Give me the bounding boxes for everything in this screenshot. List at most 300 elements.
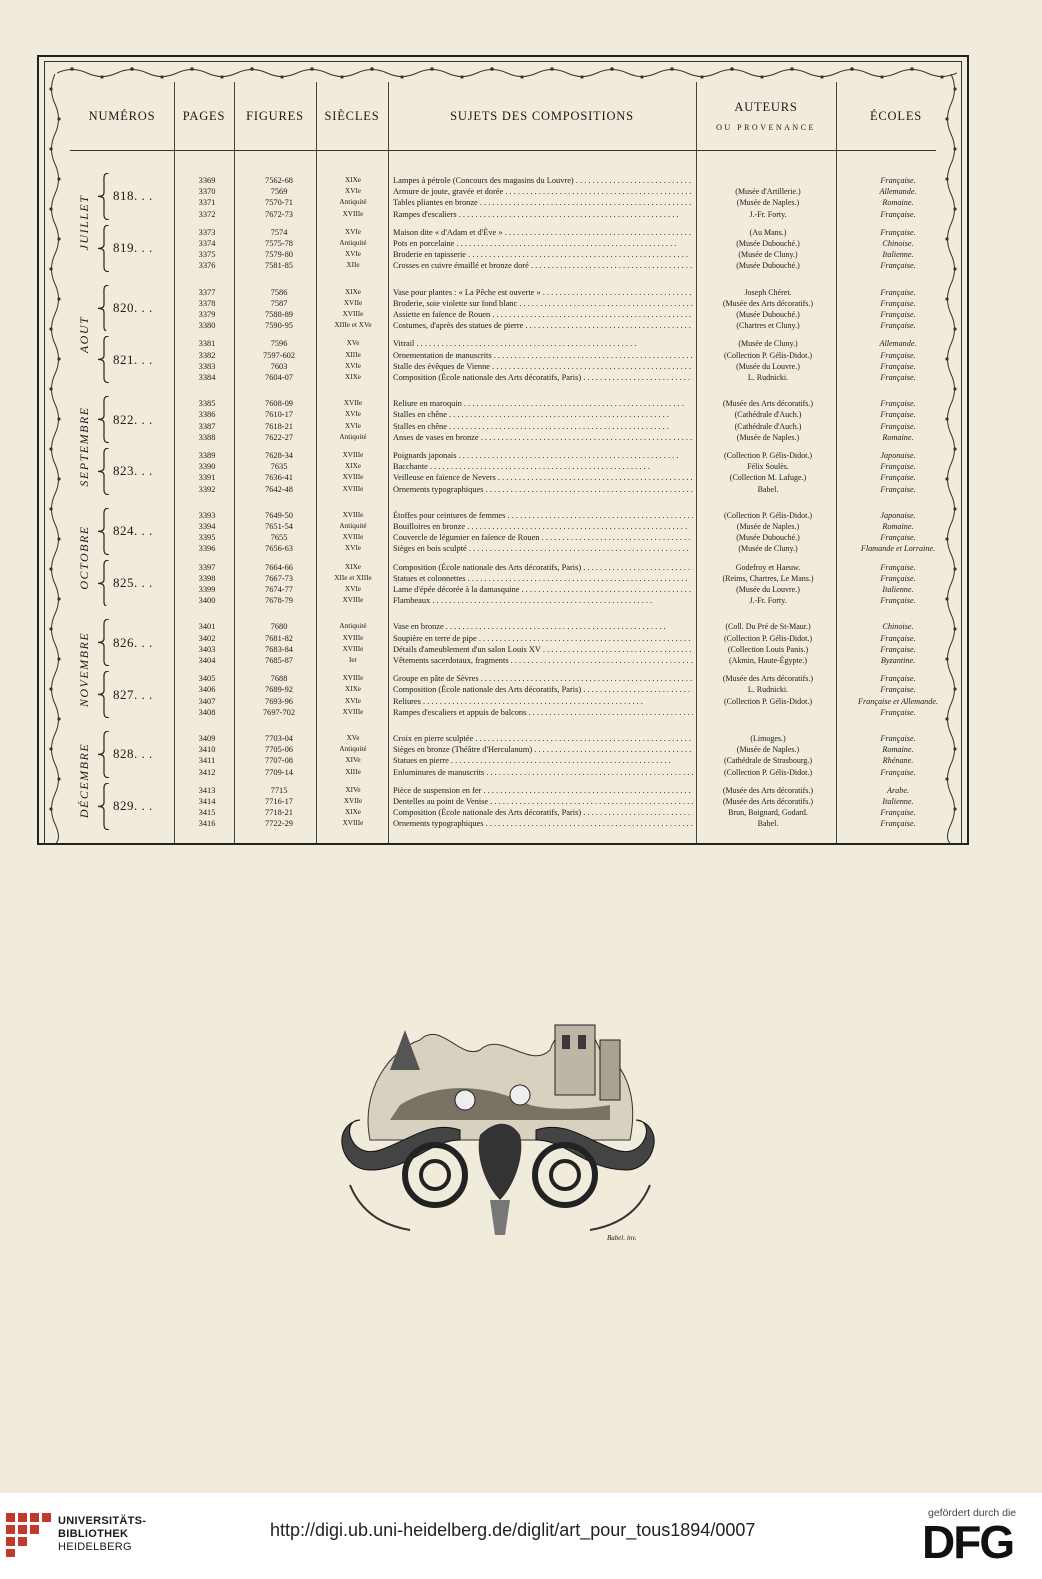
figures-cell: 7574 [270,227,288,237]
table-row [45,655,961,666]
figures-cell: 7705-06 [265,745,293,755]
ecole-cell: Française. [880,209,916,219]
table-row [45,633,961,644]
figures-cell: 7562-68 [265,176,293,185]
sujet-cell: Anses de vases en bronze . . . [393,432,693,443]
auteur-cell: (Musée de Cluny.) [738,339,798,349]
page-cell: 3374 [198,239,216,248]
ecole-cell: Italienne. [882,250,914,260]
siecle-cell: XVIIe [343,298,363,307]
page-cell: 3412 [198,767,216,777]
siecle-cell: XVIe [345,421,361,430]
figures-cell: 7681-82 [265,633,293,643]
month-label: JUILLET [76,194,91,251]
figures-cell: 7586 [270,287,288,297]
figures-cell: 7667-73 [265,573,293,583]
sujet-cell: Ornements typographiques . . . [393,818,693,829]
auteur-cell: L. Rudnicki. [747,373,789,382]
table-row [45,238,961,249]
ecole-cell: Flamande et Lorraine. [860,544,936,554]
ecole-cell: Française. [880,261,916,271]
auteur-cell: L. Rudnicki. [747,685,789,695]
brace-icon [97,448,111,495]
ecole-cell: Byzantine. [880,656,916,665]
siecle-cell: XVIIIe [342,707,364,716]
ecole-cell: Romaine. [882,198,914,208]
figures-cell: 7570-71 [265,198,293,208]
ecole-cell: Française. [880,685,916,695]
page-cell: 3402 [198,633,216,643]
siecle-cell: Ier [349,656,357,664]
siecle-cell: XVIe [345,227,361,236]
table-row [45,521,961,532]
month-label: OCTOBRE [76,525,91,590]
page-cell: 3407 [198,696,216,706]
ecole-cell: Japonaise. [880,510,916,520]
auteur-cell: (Musée de Cluny.) [738,544,798,554]
sujet-cell: Vase pour plantes : « La Pêche est ouverte » . . . [393,287,693,298]
siecle-cell: XIIIe et XVe [334,321,372,330]
page-cell: 3389 [198,451,216,460]
table-row [45,696,961,707]
header-provenance-label: OU PROVENANCE [716,123,816,132]
page-cell: 3376 [198,261,216,271]
ecole-cell: Française. [880,596,916,606]
month-label: NOVEMBRE [76,631,91,707]
figures-cell: 7642-48 [265,484,293,494]
table-row [45,510,961,521]
page-cell: 3369 [198,176,216,185]
page-cell: 3373 [198,227,216,237]
siecle-cell: XVIIIe [342,596,364,605]
ecole-cell: Française. [880,421,916,431]
auteur-cell: (Musée des Arts décoratifs.) [722,797,814,806]
siecle-cell: XIVe [345,756,361,765]
ecole-cell: Française. [880,533,916,543]
sujet-cell: Tables pliantes en bronze . . . [393,197,693,208]
table-row [45,733,961,744]
table-frame [37,55,969,845]
sujet-cell: Dentelles au point de Venise . . . [393,796,693,807]
university-library-logo-icon[interactable] [6,1513,52,1557]
page-cell: 3405 [198,674,216,684]
rococo-ornament-illustration [330,1010,666,1235]
ecole-cell: Française. [880,734,916,743]
figures-cell: 7651-54 [265,522,293,531]
table-row [45,684,961,695]
auteur-cell: (Musée Dubouché.) [736,533,800,543]
table-row [45,573,961,584]
auteur-cell: (Musée de Naples.) [736,432,800,442]
header-siecles: SIÈCLES [324,108,380,123]
issue-number: 822. . . [113,411,153,427]
ecole-cell: Française. [880,484,916,494]
funded-by-label: gefördert durch die [928,1507,1017,1519]
sujet-cell: Bacchante . . . [393,461,693,472]
figures-cell: 7588-89 [265,310,293,319]
sujet-cell: Soupière en terre de pipe . . . [393,633,693,644]
sujet-cell: Étoffes pour ceintures de femmes . . . [393,510,693,521]
sujet-cell: Bouilloires en bronze . . . [393,521,693,532]
month-label: DÉCEMBRE [76,743,91,819]
ecole-cell: Rhénane. [882,756,914,766]
ecole-cell: Romaine. [882,522,914,531]
siecle-cell: XVIe [345,544,361,553]
auteur-cell: (Musée de Cluny.) [738,250,798,260]
issue-number: 818. . . [113,188,153,204]
figures-cell: 7655 [270,533,288,543]
figures-cell: 7664-66 [265,562,293,572]
figures-cell: 7628-34 [265,451,293,460]
page-cell: 3393 [198,510,216,520]
page-cell: 3375 [198,250,216,260]
siecle-cell: XVIIIe [342,451,364,459]
ecole-cell: Arabe. [886,785,910,795]
siecle-cell: Antiquité [339,745,367,754]
page-cell: 3371 [198,198,216,208]
university-library-name [58,1515,146,1554]
sujet-cell: Broderie en tapisserie . . . [393,249,693,260]
auteur-cell: (Musée des Arts décoratifs.) [722,399,814,409]
table-row [45,673,961,684]
header-auteurs-label: AUTEURS [734,100,798,114]
page-cell: 3406 [198,685,216,695]
brace-icon [97,731,111,778]
sujet-cell: Rampes d'escaliers . . . [393,209,693,220]
auteur-cell: Joseph Chéret. [744,287,792,297]
ecole-cell: Française. [880,399,916,409]
siecle-cell: XIIe [346,261,360,270]
sujet-cell: Stalle des évêques de Vienne . . . [393,361,693,372]
ecole-cell: Française. [880,176,916,185]
ecole-cell: Française. [880,707,916,717]
issue-number: 821. . . [113,351,153,367]
auteur-cell: (Collection P. Gélis-Didot.) [724,633,812,643]
figures-cell: 7618-21 [265,421,293,431]
issue-number: 824. . . [113,523,153,539]
page-cell: 3387 [198,421,216,431]
table-row [45,744,961,755]
ecole-cell: Française. [880,287,916,297]
siecle-cell: XVIe [345,361,361,370]
siecle-cell: Antiquité [339,432,367,441]
page-cell: 3398 [198,573,216,583]
brace-icon [97,396,111,443]
page-cell: 3410 [198,745,216,755]
table-row [45,450,961,461]
siecle-cell: XIIe et XIIIe [334,573,372,582]
table-row [45,807,961,818]
table-row [45,398,961,409]
auteur-cell: Babel. [757,819,779,829]
auteur-cell: (Musée du Louvre.) [736,361,800,371]
table-row [45,432,961,443]
ecole-cell: Italienne. [882,585,914,594]
auteur-cell: (Musée de Naples.) [736,198,800,208]
siecle-cell: XVe [346,734,360,742]
auteur-cell: (Cathédrale d'Auch.) [734,421,802,431]
figures-cell: 7603 [270,361,288,371]
brace-icon [97,671,111,718]
ecole-cell: Française. [880,410,916,420]
siecle-cell: XIXe [345,808,361,817]
page-cell: 3411 [198,756,216,766]
sujet-cell: Costumes, d'après des statues de pierre . . . [393,320,693,331]
sujet-cell: Groupe en pâte de Sèvres . . . [393,673,693,684]
figures-cell: 7716-17 [265,797,293,806]
auteur-cell: (Musée du Louvre.) [736,585,800,594]
siecle-cell: XVIIIe [342,674,364,683]
figures-cell: 7672-73 [265,209,293,219]
ecole-cell: Française. [880,321,916,331]
figures-cell: 7680 [270,622,288,632]
figures-cell: 7604-07 [265,373,293,382]
issue-number: 825. . . [113,575,153,590]
brace-icon [97,560,111,607]
page-cell: 3388 [198,432,216,442]
ecole-cell: Française. [880,310,916,319]
figures-cell: 7636-41 [265,473,293,483]
sujet-cell: Composition (École nationale des Arts décoratifs, Paris) . . . [393,562,693,573]
auteur-cell: (Reims, Chartres, Le Mans.) [722,573,814,583]
page-cell: 3403 [198,644,216,654]
figures-cell: 7685-87 [265,656,293,665]
sujet-cell: Rampes d'escaliers et appuis de balcons . . . [393,707,693,718]
table-row [45,472,961,483]
dfg-logo[interactable]: DFG [922,1516,1014,1568]
page-cell: 3394 [198,522,216,531]
auteur-cell: Godefroy et Haeuw. [735,562,801,572]
table-row [45,350,961,361]
figures-cell: 7707-08 [265,756,293,766]
ecole-cell: Française. [880,573,916,583]
figures-cell: 7649-50 [265,510,293,520]
siecle-cell: XVIIe [343,399,363,408]
auteur-cell: (Musée de Naples.) [736,522,800,531]
table-row [45,755,961,766]
sujet-cell: Stalles en chêne . . . [393,421,693,432]
library-line-3: HEIDELBERG [58,1541,132,1553]
ecole-cell: Chinoise. [882,239,914,248]
issue-number: 819. . . [113,240,153,256]
table-row [45,209,961,220]
table-row [45,562,961,573]
issue-number: 828. . . [113,746,153,762]
issue-number: 829. . . [113,798,153,814]
ecole-cell: Chinoise. [882,622,914,632]
auteur-cell: (Collection Louis Panis.) [727,644,809,654]
sujet-cell: Pièce de suspension en fer . . . [393,785,693,796]
sujet-cell: Statues en pierre . . . [393,755,693,766]
siecle-cell: XIXe [345,287,361,296]
table-inner-border [44,61,962,843]
sujet-cell: Composition (École nationale des Arts décoratifs, Paris) . . . [393,372,693,383]
header-auteurs [696,82,836,150]
page-cell: 3416 [198,819,216,829]
figures-cell: 7579-80 [265,250,293,260]
sujet-cell: Ornementation de manuscrits . . . [393,350,693,361]
ecole-cell: Italienne. [882,797,914,806]
ecole-cell: Française. [880,350,916,360]
ecole-cell: Française. [880,473,916,483]
page-cell: 3395 [198,533,216,543]
siecle-cell: Antiquité [339,622,367,631]
table-row [45,796,961,807]
auteur-cell: Babel. [757,484,779,494]
figures-cell: 7610-17 [265,410,293,420]
auteur-cell: (Musée des Arts décoratifs.) [722,298,814,308]
month-label: AOUT [76,315,91,354]
table-row [45,584,961,595]
document-url-link[interactable]: http://digi.ub.uni-heidelberg.de/diglit/art_pour_tous1894/0007 [270,1520,756,1540]
table-row [45,338,961,349]
ecole-cell: Française. [880,819,916,829]
table-row [45,621,961,632]
sujet-cell: Couvercle de légumier en faïence de Rouen . . . [393,532,693,543]
siecle-cell: XVIIIe [342,533,364,542]
page-cell: 3383 [198,361,216,371]
figures-cell: 7693-96 [265,696,293,706]
table-row [45,361,961,372]
table-row [45,595,961,606]
table-row [45,707,961,718]
siecle-cell: Antiquité [339,198,367,207]
auteur-cell: Félix Soulès. [747,462,789,472]
figures-cell: 7608-09 [265,399,293,409]
siecle-cell: Antiquité [339,522,367,530]
table-row [45,409,961,420]
auteur-cell: (Musée Dubouché.) [736,239,800,248]
table-row [45,186,961,197]
auteur-cell: J.-Fr. Forty. [749,209,787,219]
sujet-cell: Statues et colonnettes . . . [393,573,693,584]
table-row [45,197,961,208]
figures-cell: 7715 [270,785,288,795]
auteur-cell: (Musée de Naples.) [736,745,800,755]
ecole-cell: Française. [880,298,916,308]
page-cell: 3404 [198,656,216,665]
figures-cell: 7590-95 [265,321,293,331]
auteur-cell: J.-Fr. Forty. [749,596,787,606]
table-row [45,309,961,320]
sujet-cell: Reliure en maroquin . . . [393,398,693,409]
brace-icon [97,508,111,555]
sujet-cell: Assiette en faïence de Rouen . . . [393,309,693,320]
page-cell: 3399 [198,585,216,594]
brace-icon [97,336,111,383]
table-row [45,260,961,271]
header-ecoles: ÉCOLES [869,108,923,123]
sujet-cell: Vêtements sacerdotaux, fragments . . . [393,655,693,666]
siecle-cell: XVIIIe [342,633,364,642]
siecle-cell: XIIIe [345,767,361,776]
table-row [45,249,961,260]
top-vine-border [57,66,957,80]
sujet-cell: Sièges en bronze (Théâtre d'Herculanum) . . . [393,744,693,755]
page-cell: 3396 [198,544,216,554]
page-cell: 3391 [198,473,216,483]
sujet-cell: Pots en porcelaine . . . [393,238,693,249]
issue-number: 820. . . [113,300,153,315]
page-cell: 3401 [198,622,216,632]
auteur-cell: (Collection M. Lafuge.) [729,473,807,483]
table-row [45,175,961,186]
table-row [45,767,961,778]
sujet-cell: Composition (École nationale des Arts décoratifs, Paris) . . . [393,807,693,818]
sujet-cell: Lampes à pétrole (Concours des magasins du Louvre) . . . [393,175,693,186]
page-cell: 3385 [198,399,216,409]
figures-cell: 7656-63 [265,544,293,554]
brace-icon [97,225,111,272]
figures-cell: 7678-79 [265,596,293,606]
ecole-cell: Française et Allemande. [857,696,939,706]
page-cell: 3386 [198,410,216,420]
auteur-cell: (Musée des Arts décoratifs.) [722,674,814,684]
ecole-cell: Française. [880,633,916,643]
page-cell: 3400 [198,596,216,606]
page-cell: 3390 [198,462,216,472]
figures-cell: 7575-78 [265,239,293,248]
page-cell: 3370 [198,187,216,197]
auteur-cell: (Coll. Du Pré de St-Maur.) [725,622,811,632]
ecole-cell: Française. [880,808,916,818]
brace-icon [97,173,111,220]
figures-cell: 7635 [270,462,288,472]
table-row [45,818,961,829]
brace-icon [97,783,111,830]
table-row [45,320,961,331]
sujet-cell: Armure de joute, gravée et dorée . . . [393,186,693,197]
table-row [45,644,961,655]
illustration-credit: Babel. inv. [607,1234,637,1242]
ecole-cell: Romaine. [882,432,914,442]
ecole-cell: Française. [880,644,916,654]
page-cell: 3378 [198,298,216,308]
figures-cell: 7697-702 [262,707,296,717]
table-row [45,543,961,554]
table-row [45,785,961,796]
ecole-cell: Française. [880,373,916,382]
sujet-cell: Maison dite « d'Adam et d'Ève » . . . [393,227,693,238]
siecle-cell: XVIIIe [342,510,364,519]
table-row [45,461,961,472]
auteur-cell: Brun, Boignard, Godard. [728,808,808,818]
header-figures: FIGURES [246,108,304,123]
figures-cell: 7688 [270,674,288,684]
siecle-cell: XVIe [345,187,361,196]
auteur-cell: (Musée des Arts décoratifs.) [722,785,814,795]
auteur-cell: (Cathédrale de Strasbourg.) [723,756,813,766]
figures-cell: 7722-29 [265,819,293,829]
auteur-cell: (Collection P. Gélis-Didot.) [724,767,812,777]
auteur-cell: (Au Mans.) [749,227,787,237]
page-cell: 3379 [198,310,216,319]
ecole-cell: Allemande. [879,339,917,349]
figures-cell: 7587 [270,298,288,308]
siecle-cell: XVIIIe [342,310,364,318]
library-line-2: BIBLIOTHEK [58,1528,129,1540]
ecole-cell: Française. [880,767,916,777]
header-pages: PAGES [182,108,226,123]
sujet-cell: Lame d'épée décorée à la damasquine . . . [393,584,693,595]
table-row [45,484,961,495]
figures-cell: 7703-04 [265,734,293,743]
table-row [45,227,961,238]
sujet-cell: Stalles en chêne . . . [393,409,693,420]
page-cell: 3397 [198,562,216,572]
page-cell: 3414 [198,797,216,806]
ecole-cell: Française. [880,674,916,684]
